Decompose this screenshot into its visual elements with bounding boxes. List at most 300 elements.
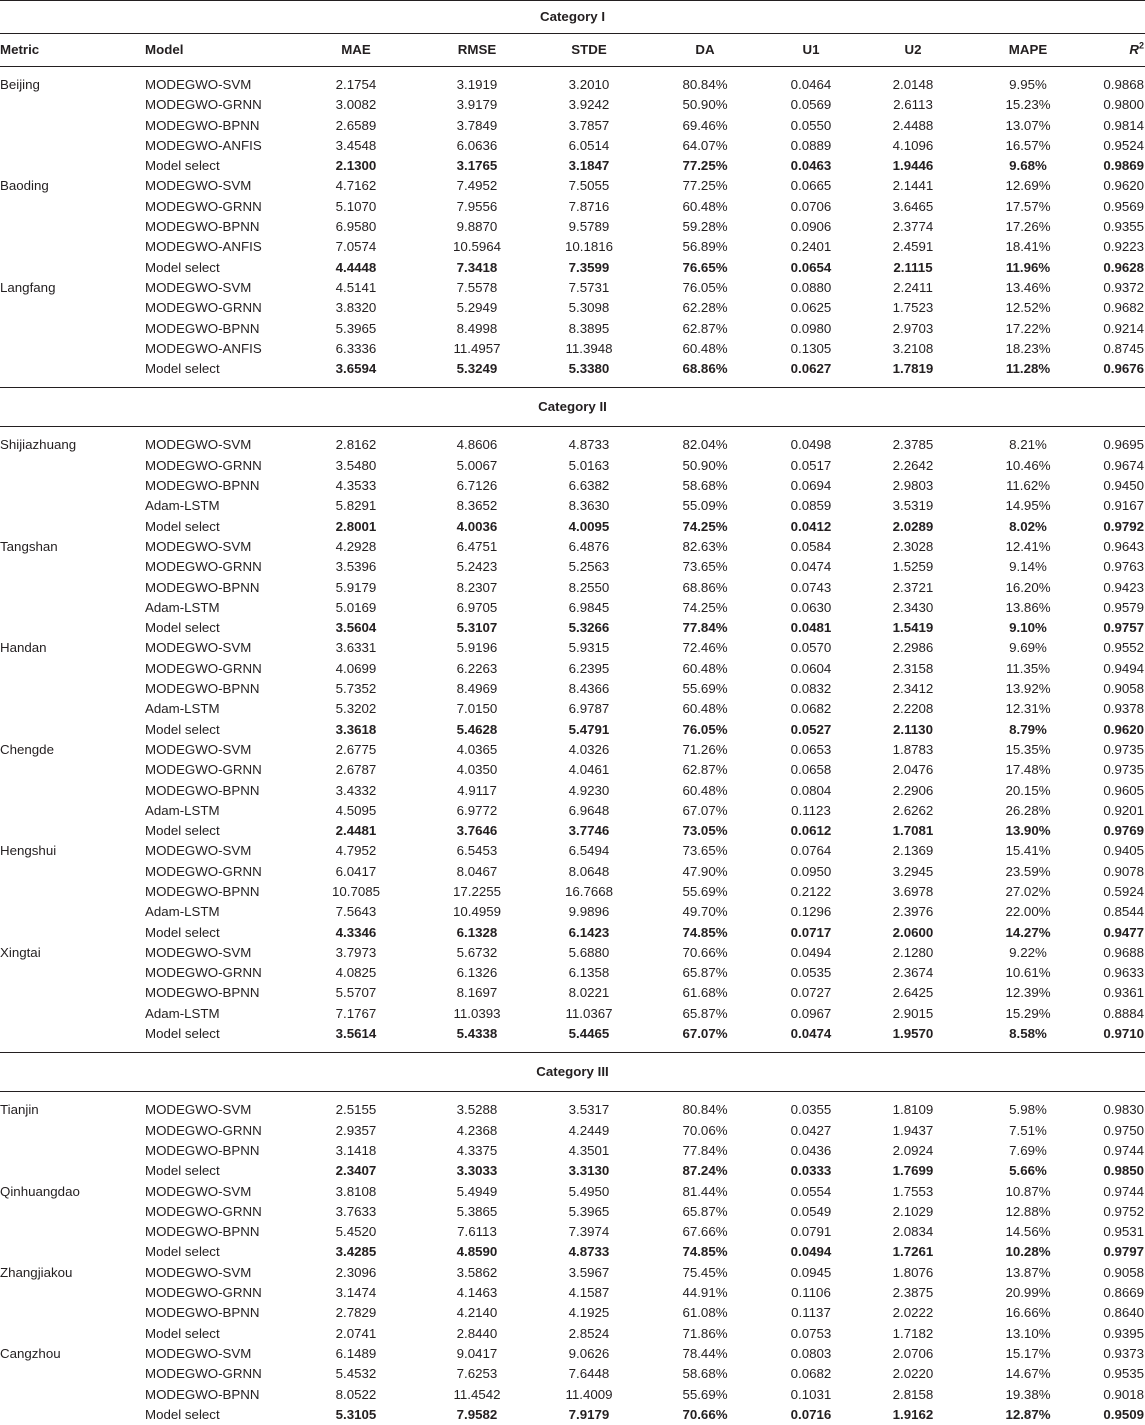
cell-rmse: 5.4628 bbox=[417, 720, 537, 740]
cell-u2: 1.5259 bbox=[853, 557, 973, 577]
table-row bbox=[0, 1182, 1145, 1202]
cell-r2: 0.9531 bbox=[1083, 1222, 1145, 1242]
table-row bbox=[0, 1100, 1145, 1120]
cell-u1: 0.0716 bbox=[769, 1405, 853, 1425]
cell-da: 58.68% bbox=[641, 476, 769, 496]
city-name bbox=[0, 1222, 145, 1242]
cell-mae: 2.6589 bbox=[295, 116, 417, 136]
cell-u1: 0.0474 bbox=[769, 557, 853, 577]
city-name: Zhangjiakou bbox=[0, 1263, 145, 1283]
cell-model: Adam-LSTM bbox=[145, 801, 295, 821]
cell-mape: 18.23% bbox=[973, 339, 1083, 359]
cell-da: 65.87% bbox=[641, 1004, 769, 1024]
cell-u1: 0.0427 bbox=[769, 1121, 853, 1141]
header-stde: STDE bbox=[537, 34, 641, 67]
cell-stde: 6.1423 bbox=[537, 923, 641, 943]
cell-model: MODEGWO-SVM bbox=[145, 740, 295, 760]
cell-u1: 0.0584 bbox=[769, 537, 853, 557]
cell-model: MODEGWO-GRNN bbox=[145, 1202, 295, 1222]
cell-mape: 9.68% bbox=[973, 156, 1083, 176]
cell-da: 70.66% bbox=[641, 943, 769, 963]
cell-mae: 4.2928 bbox=[295, 537, 417, 557]
city-name: Hengshui bbox=[0, 841, 145, 861]
cell-stde: 8.3895 bbox=[537, 319, 641, 339]
cell-r2: 0.9769 bbox=[1083, 821, 1145, 841]
table-row bbox=[0, 557, 1145, 577]
cell-rmse: 2.8440 bbox=[417, 1324, 537, 1344]
cell-mape: 15.29% bbox=[973, 1004, 1083, 1024]
city-name bbox=[0, 659, 145, 679]
cell-da: 87.24% bbox=[641, 1161, 769, 1181]
cell-u2: 1.7523 bbox=[853, 298, 973, 318]
cell-model: Model select bbox=[145, 1405, 295, 1425]
city-name bbox=[0, 963, 145, 983]
cell-r2: 0.9633 bbox=[1083, 963, 1145, 983]
cell-rmse: 9.8870 bbox=[417, 217, 537, 237]
category-title: Category III bbox=[0, 1053, 1145, 1092]
cell-u1: 0.0463 bbox=[769, 156, 853, 176]
city-name bbox=[0, 456, 145, 476]
cell-u2: 2.6262 bbox=[853, 801, 973, 821]
cell-rmse: 7.5578 bbox=[417, 278, 537, 298]
cell-da: 74.25% bbox=[641, 517, 769, 537]
cell-u1: 0.0412 bbox=[769, 517, 853, 537]
cell-model: MODEGWO-SVM bbox=[145, 176, 295, 196]
table-row bbox=[0, 740, 1145, 760]
table-row bbox=[0, 963, 1145, 983]
cell-stde: 5.9315 bbox=[537, 638, 641, 658]
cell-r2: 0.9744 bbox=[1083, 1141, 1145, 1161]
cell-u2: 1.8109 bbox=[853, 1100, 973, 1120]
cell-mae: 2.3096 bbox=[295, 1263, 417, 1283]
cell-mae: 2.7829 bbox=[295, 1303, 417, 1323]
cell-u2: 3.2108 bbox=[853, 339, 973, 359]
cell-da: 70.66% bbox=[641, 1405, 769, 1425]
cell-model: MODEGWO-BPNN bbox=[145, 983, 295, 1003]
table-row bbox=[0, 1222, 1145, 1242]
cell-mape: 17.57% bbox=[973, 197, 1083, 217]
cell-mape: 15.17% bbox=[973, 1344, 1083, 1364]
cell-model: Adam-LSTM bbox=[145, 1004, 295, 1024]
cell-da: 58.68% bbox=[641, 1364, 769, 1384]
cell-mape: 9.14% bbox=[973, 557, 1083, 577]
cell-mae: 2.3407 bbox=[295, 1161, 417, 1181]
cell-mae: 2.1300 bbox=[295, 156, 417, 176]
cell-u2: 1.5419 bbox=[853, 618, 973, 638]
cell-u1: 0.2122 bbox=[769, 882, 853, 902]
cell-r2: 0.9710 bbox=[1083, 1024, 1145, 1044]
cell-rmse: 7.0150 bbox=[417, 699, 537, 719]
cell-rmse: 5.3249 bbox=[417, 359, 537, 379]
cell-model: MODEGWO-SVM bbox=[145, 1344, 295, 1364]
table-row bbox=[0, 217, 1145, 237]
city-name bbox=[0, 1141, 145, 1161]
cell-u1: 0.0658 bbox=[769, 760, 853, 780]
cell-mae: 4.3346 bbox=[295, 923, 417, 943]
table-row-model-select bbox=[0, 720, 1145, 740]
cell-u1: 0.0494 bbox=[769, 943, 853, 963]
cell-mae: 5.0169 bbox=[295, 598, 417, 618]
cell-r2: 0.9450 bbox=[1083, 476, 1145, 496]
cell-u2: 3.2945 bbox=[853, 862, 973, 882]
cell-u2: 2.3158 bbox=[853, 659, 973, 679]
city-name bbox=[0, 760, 145, 780]
cell-rmse: 6.7126 bbox=[417, 476, 537, 496]
city-name bbox=[0, 1385, 145, 1405]
cell-r2: 0.9800 bbox=[1083, 95, 1145, 115]
category-header-row bbox=[0, 1053, 1145, 1092]
cell-rmse: 7.4952 bbox=[417, 176, 537, 196]
cell-mape: 13.10% bbox=[973, 1324, 1083, 1344]
cell-u2: 1.8076 bbox=[853, 1263, 973, 1283]
cell-u2: 2.2411 bbox=[853, 278, 973, 298]
cell-da: 76.05% bbox=[641, 278, 769, 298]
city-name bbox=[0, 862, 145, 882]
table-row bbox=[0, 1324, 1145, 1344]
cell-u2: 2.1369 bbox=[853, 841, 973, 861]
cell-mae: 6.3336 bbox=[295, 339, 417, 359]
cell-u2: 1.7819 bbox=[853, 359, 973, 379]
cell-r2: 0.9757 bbox=[1083, 618, 1145, 638]
cell-r2: 0.9405 bbox=[1083, 841, 1145, 861]
city-name: Baoding bbox=[0, 176, 145, 196]
cell-mae: 5.3202 bbox=[295, 699, 417, 719]
cell-rmse: 5.0067 bbox=[417, 456, 537, 476]
cell-da: 55.69% bbox=[641, 1385, 769, 1405]
table-row bbox=[0, 801, 1145, 821]
cell-model: MODEGWO-SVM bbox=[145, 537, 295, 557]
cell-u1: 0.0549 bbox=[769, 1202, 853, 1222]
cell-mape: 8.58% bbox=[973, 1024, 1083, 1044]
cell-r2: 0.9524 bbox=[1083, 136, 1145, 156]
cell-da: 76.65% bbox=[641, 258, 769, 278]
cell-mae: 7.5643 bbox=[295, 902, 417, 922]
cell-mae: 7.1767 bbox=[295, 1004, 417, 1024]
table-row bbox=[0, 537, 1145, 557]
cell-stde: 9.9896 bbox=[537, 902, 641, 922]
cell-rmse: 5.6732 bbox=[417, 943, 537, 963]
cell-mae: 3.5480 bbox=[295, 456, 417, 476]
city-name bbox=[0, 781, 145, 801]
cell-mae: 3.4285 bbox=[295, 1242, 417, 1262]
cell-u2: 2.0289 bbox=[853, 517, 973, 537]
table-row bbox=[0, 116, 1145, 136]
cell-u2: 2.6425 bbox=[853, 983, 973, 1003]
cell-da: 70.06% bbox=[641, 1121, 769, 1141]
cell-da: 55.69% bbox=[641, 679, 769, 699]
cell-r2: 0.9792 bbox=[1083, 517, 1145, 537]
cell-model: Model select bbox=[145, 1161, 295, 1181]
header-mape: MAPE bbox=[973, 34, 1083, 67]
cell-mape: 17.22% bbox=[973, 319, 1083, 339]
cell-model: Model select bbox=[145, 359, 295, 379]
cell-rmse: 3.1765 bbox=[417, 156, 537, 176]
cell-model: MODEGWO-GRNN bbox=[145, 659, 295, 679]
cell-mae: 5.9179 bbox=[295, 578, 417, 598]
cell-mape: 8.02% bbox=[973, 517, 1083, 537]
cell-mape: 10.28% bbox=[973, 1242, 1083, 1262]
city-name bbox=[0, 679, 145, 699]
cell-u1: 0.0612 bbox=[769, 821, 853, 841]
cell-u1: 0.0945 bbox=[769, 1263, 853, 1283]
cell-mape: 14.27% bbox=[973, 923, 1083, 943]
city-name bbox=[0, 156, 145, 176]
cell-model: MODEGWO-ANFIS bbox=[145, 339, 295, 359]
cell-stde: 3.5967 bbox=[537, 1263, 641, 1283]
table-row bbox=[0, 578, 1145, 598]
cell-da: 55.69% bbox=[641, 882, 769, 902]
cell-u1: 0.1123 bbox=[769, 801, 853, 821]
cell-stde: 8.0648 bbox=[537, 862, 641, 882]
cell-rmse: 4.2140 bbox=[417, 1303, 537, 1323]
table-row bbox=[0, 339, 1145, 359]
cell-u1: 0.0355 bbox=[769, 1100, 853, 1120]
table-row bbox=[0, 983, 1145, 1003]
cell-rmse: 5.3107 bbox=[417, 618, 537, 638]
cell-model: MODEGWO-SVM bbox=[145, 841, 295, 861]
cell-u2: 2.3412 bbox=[853, 679, 973, 699]
category-spacer bbox=[0, 1044, 1145, 1053]
city-name: Tangshan bbox=[0, 537, 145, 557]
city-name bbox=[0, 699, 145, 719]
cell-u1: 0.0517 bbox=[769, 456, 853, 476]
cell-stde: 11.0367 bbox=[537, 1004, 641, 1024]
cell-da: 47.90% bbox=[641, 862, 769, 882]
cell-rmse: 4.0350 bbox=[417, 760, 537, 780]
city-name: Beijing bbox=[0, 75, 145, 95]
cell-model: MODEGWO-SVM bbox=[145, 75, 295, 95]
cell-u2: 2.4488 bbox=[853, 116, 973, 136]
cell-mae: 3.4332 bbox=[295, 781, 417, 801]
cell-mape: 18.41% bbox=[973, 237, 1083, 257]
cell-u2: 2.1280 bbox=[853, 943, 973, 963]
cell-model: MODEGWO-BPNN bbox=[145, 578, 295, 598]
cell-mape: 12.52% bbox=[973, 298, 1083, 318]
category-title: Category II bbox=[0, 388, 1145, 427]
city-name bbox=[0, 95, 145, 115]
city-name bbox=[0, 618, 145, 638]
cell-u1: 0.0627 bbox=[769, 359, 853, 379]
category-spacer bbox=[0, 379, 1145, 388]
table-row bbox=[0, 75, 1145, 95]
cell-stde: 5.3266 bbox=[537, 618, 641, 638]
cell-rmse: 11.4542 bbox=[417, 1385, 537, 1405]
cell-da: 65.87% bbox=[641, 1202, 769, 1222]
cell-mae: 2.6787 bbox=[295, 760, 417, 780]
cell-model: MODEGWO-GRNN bbox=[145, 197, 295, 217]
cell-mae: 5.3105 bbox=[295, 1405, 417, 1425]
city-name bbox=[0, 197, 145, 217]
cell-u2: 2.0834 bbox=[853, 1222, 973, 1242]
cell-u1: 0.0717 bbox=[769, 923, 853, 943]
cell-mape: 11.28% bbox=[973, 359, 1083, 379]
cell-u1: 0.0803 bbox=[769, 1344, 853, 1364]
cell-mape: 14.95% bbox=[973, 496, 1083, 516]
city-name bbox=[0, 1242, 145, 1262]
cell-da: 49.70% bbox=[641, 902, 769, 922]
city-name bbox=[0, 359, 145, 379]
cell-u2: 3.6465 bbox=[853, 197, 973, 217]
cell-r2: 0.9423 bbox=[1083, 578, 1145, 598]
city-name: Langfang bbox=[0, 278, 145, 298]
cell-r2: 0.9378 bbox=[1083, 699, 1145, 719]
cell-rmse: 4.0036 bbox=[417, 517, 537, 537]
city-name: Cangzhou bbox=[0, 1344, 145, 1364]
cell-mae: 6.9580 bbox=[295, 217, 417, 237]
cell-mape: 11.35% bbox=[973, 659, 1083, 679]
table-row bbox=[0, 659, 1145, 679]
cell-da: 77.25% bbox=[641, 176, 769, 196]
city-name bbox=[0, 298, 145, 318]
cell-rmse: 3.7849 bbox=[417, 116, 537, 136]
cell-stde: 7.5055 bbox=[537, 176, 641, 196]
cell-da: 64.07% bbox=[641, 136, 769, 156]
cell-stde: 3.1847 bbox=[537, 156, 641, 176]
city-name bbox=[0, 1364, 145, 1384]
table-row bbox=[0, 136, 1145, 156]
cell-rmse: 5.3865 bbox=[417, 1202, 537, 1222]
cell-mape: 16.20% bbox=[973, 578, 1083, 598]
cell-mae: 4.0825 bbox=[295, 963, 417, 983]
cell-u1: 0.0550 bbox=[769, 116, 853, 136]
cell-mape: 16.57% bbox=[973, 136, 1083, 156]
cell-r2: 0.9850 bbox=[1083, 1161, 1145, 1181]
cell-model: MODEGWO-ANFIS bbox=[145, 237, 295, 257]
cell-model: Model select bbox=[145, 618, 295, 638]
cell-u2: 2.0600 bbox=[853, 923, 973, 943]
table-row-model-select bbox=[0, 359, 1145, 379]
cell-stde: 8.2550 bbox=[537, 578, 641, 598]
cell-stde: 6.6382 bbox=[537, 476, 641, 496]
cell-da: 65.87% bbox=[641, 963, 769, 983]
cell-u1: 0.0464 bbox=[769, 75, 853, 95]
table-row bbox=[0, 1202, 1145, 1222]
cell-model: MODEGWO-GRNN bbox=[145, 298, 295, 318]
cell-u1: 0.1031 bbox=[769, 1385, 853, 1405]
cell-u1: 0.0474 bbox=[769, 1024, 853, 1044]
cell-u1: 0.0880 bbox=[769, 278, 853, 298]
cell-mape: 13.07% bbox=[973, 116, 1083, 136]
cell-stde: 11.4009 bbox=[537, 1385, 641, 1405]
cell-mae: 5.5707 bbox=[295, 983, 417, 1003]
cell-u2: 2.0220 bbox=[853, 1364, 973, 1384]
cell-model: Adam-LSTM bbox=[145, 496, 295, 516]
cell-model: Adam-LSTM bbox=[145, 902, 295, 922]
cell-mape: 9.22% bbox=[973, 943, 1083, 963]
cell-u2: 2.0476 bbox=[853, 760, 973, 780]
cell-stde: 5.6880 bbox=[537, 943, 641, 963]
cell-mae: 6.1489 bbox=[295, 1344, 417, 1364]
cell-stde: 5.4791 bbox=[537, 720, 641, 740]
cell-model: MODEGWO-BPNN bbox=[145, 882, 295, 902]
cell-mape: 13.87% bbox=[973, 1263, 1083, 1283]
city-name bbox=[0, 1161, 145, 1181]
cell-model: MODEGWO-BPNN bbox=[145, 319, 295, 339]
table-row-model-select bbox=[0, 258, 1145, 278]
cell-model: MODEGWO-BPNN bbox=[145, 1141, 295, 1161]
cell-rmse: 6.0636 bbox=[417, 136, 537, 156]
cell-stde: 5.3380 bbox=[537, 359, 641, 379]
cell-stde: 3.2010 bbox=[537, 75, 641, 95]
cell-mape: 8.21% bbox=[973, 435, 1083, 455]
cell-r2: 0.9676 bbox=[1083, 359, 1145, 379]
cell-u2: 2.3721 bbox=[853, 578, 973, 598]
cell-u1: 0.0436 bbox=[769, 1141, 853, 1161]
cell-rmse: 10.4959 bbox=[417, 902, 537, 922]
cell-da: 73.65% bbox=[641, 841, 769, 861]
city-name: Xingtai bbox=[0, 943, 145, 963]
cell-r2: 0.9752 bbox=[1083, 1202, 1145, 1222]
cell-model: Model select bbox=[145, 821, 295, 841]
cell-stde: 3.7857 bbox=[537, 116, 641, 136]
cell-model: MODEGWO-SVM bbox=[145, 943, 295, 963]
table-row-model-select bbox=[0, 517, 1145, 537]
cell-da: 50.90% bbox=[641, 456, 769, 476]
cell-rmse: 9.0417 bbox=[417, 1344, 537, 1364]
cell-rmse: 3.9179 bbox=[417, 95, 537, 115]
table-row-model-select bbox=[0, 1024, 1145, 1044]
cell-rmse: 5.4949 bbox=[417, 1182, 537, 1202]
cell-r2: 0.9735 bbox=[1083, 760, 1145, 780]
cell-rmse: 6.2263 bbox=[417, 659, 537, 679]
category-spacer bbox=[0, 1092, 1145, 1101]
cell-r2: 0.9620 bbox=[1083, 176, 1145, 196]
cell-da: 60.48% bbox=[641, 659, 769, 679]
cell-da: 74.25% bbox=[641, 598, 769, 618]
city-name bbox=[0, 496, 145, 516]
cell-stde: 6.9648 bbox=[537, 801, 641, 821]
table-row bbox=[0, 1364, 1145, 1384]
cell-u1: 0.2401 bbox=[769, 237, 853, 257]
cell-model: MODEGWO-BPNN bbox=[145, 217, 295, 237]
cell-da: 69.46% bbox=[641, 116, 769, 136]
cell-stde: 4.1587 bbox=[537, 1283, 641, 1303]
city-name: Chengde bbox=[0, 740, 145, 760]
cell-mape: 12.39% bbox=[973, 983, 1083, 1003]
cell-mae: 2.8162 bbox=[295, 435, 417, 455]
table-row bbox=[0, 1283, 1145, 1303]
cell-da: 68.86% bbox=[641, 359, 769, 379]
cell-rmse: 8.3652 bbox=[417, 496, 537, 516]
cell-stde: 7.6448 bbox=[537, 1364, 641, 1384]
cell-stde: 6.1358 bbox=[537, 963, 641, 983]
cell-r2: 0.9750 bbox=[1083, 1121, 1145, 1141]
cell-da: 62.87% bbox=[641, 760, 769, 780]
cell-stde: 2.8524 bbox=[537, 1324, 641, 1344]
cell-rmse: 6.1326 bbox=[417, 963, 537, 983]
table-row bbox=[0, 841, 1145, 861]
cell-da: 76.05% bbox=[641, 720, 769, 740]
cell-da: 56.89% bbox=[641, 237, 769, 257]
cell-u1: 0.0604 bbox=[769, 659, 853, 679]
cell-u2: 1.9570 bbox=[853, 1024, 973, 1044]
cell-model: MODEGWO-ANFIS bbox=[145, 136, 295, 156]
cell-u2: 2.4591 bbox=[853, 237, 973, 257]
cell-rmse: 17.2255 bbox=[417, 882, 537, 902]
cell-u2: 1.9446 bbox=[853, 156, 973, 176]
cell-mae: 3.7633 bbox=[295, 1202, 417, 1222]
cell-mape: 27.02% bbox=[973, 882, 1083, 902]
cell-mape: 19.38% bbox=[973, 1385, 1083, 1405]
cell-model: MODEGWO-SVM bbox=[145, 435, 295, 455]
cell-rmse: 7.6253 bbox=[417, 1364, 537, 1384]
table-row bbox=[0, 598, 1145, 618]
table-row-model-select bbox=[0, 618, 1145, 638]
cell-u1: 0.1106 bbox=[769, 1283, 853, 1303]
header-r2-superscript: 2 bbox=[1139, 41, 1144, 51]
cell-u1: 0.0804 bbox=[769, 781, 853, 801]
cell-r2: 0.8640 bbox=[1083, 1303, 1145, 1323]
